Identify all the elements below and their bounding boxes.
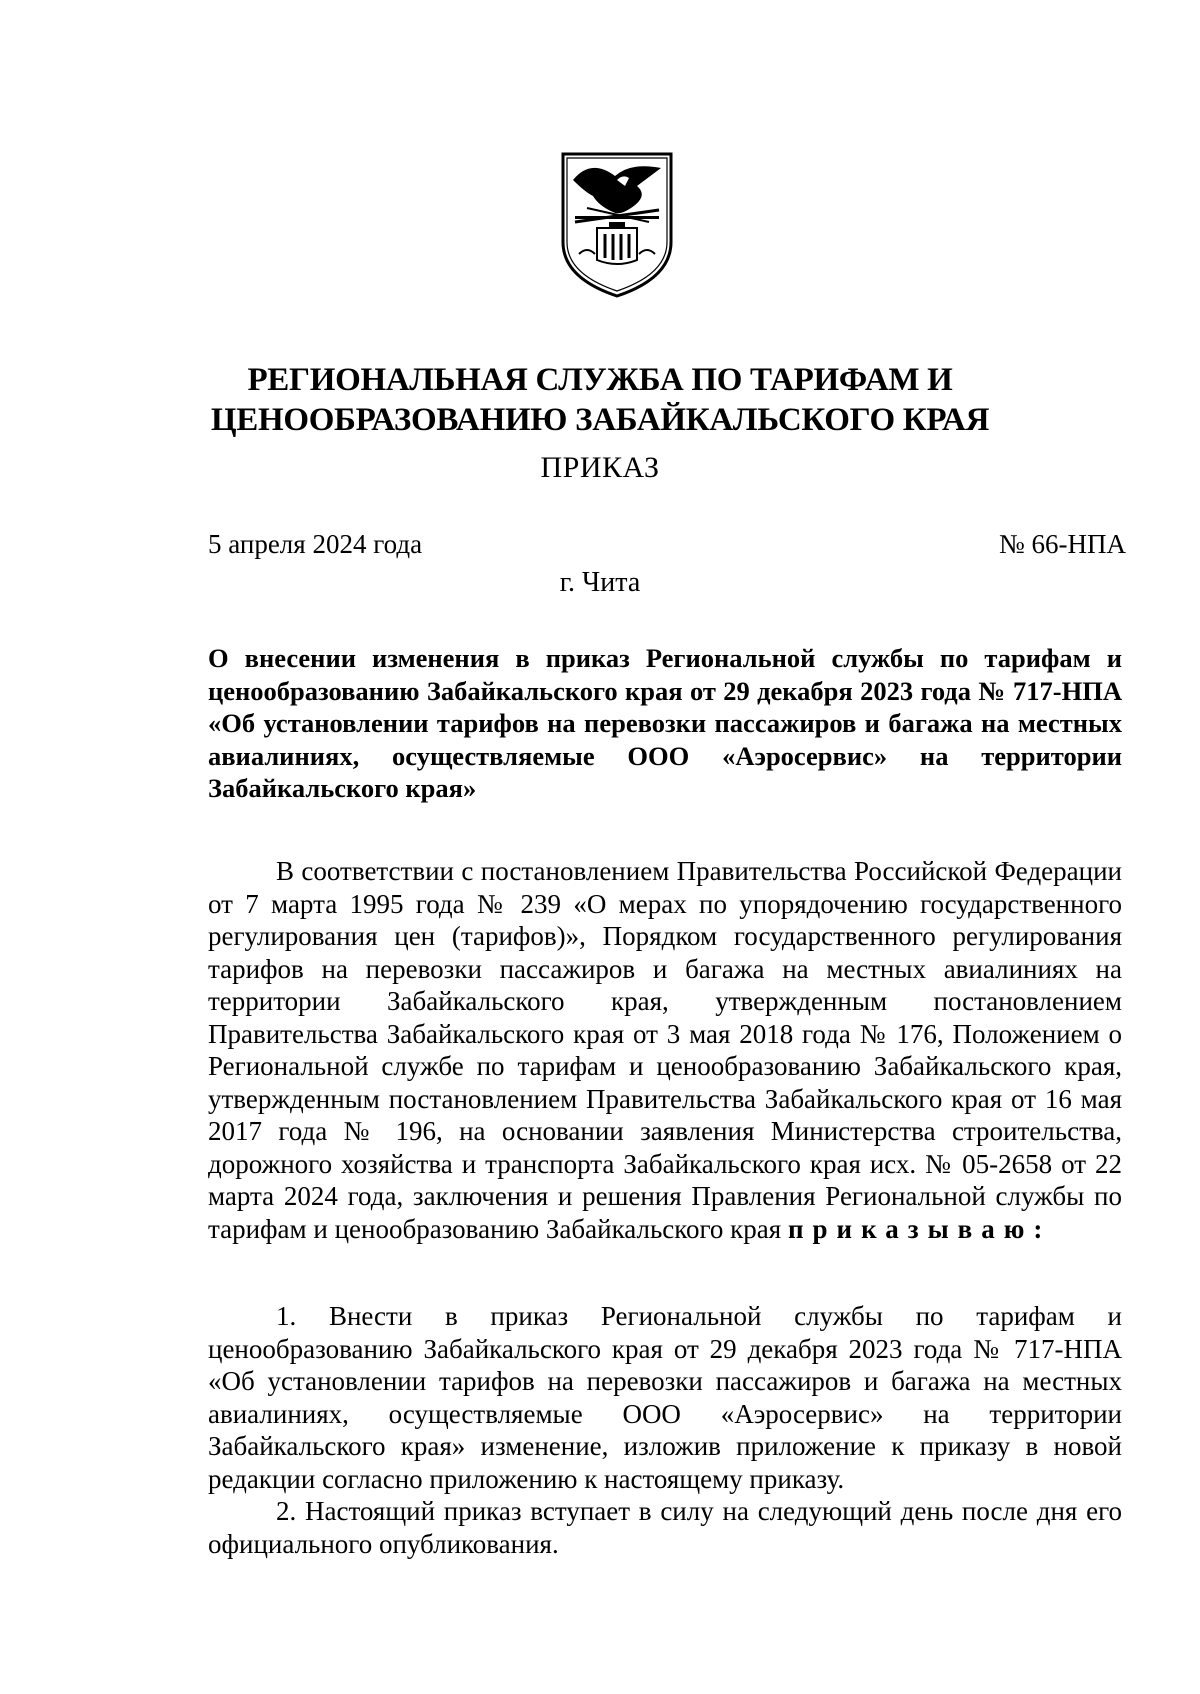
order-word: приказываю: — [787, 1213, 1052, 1244]
document-number: № 66-НПА — [999, 529, 1126, 559]
preamble-text: В соответствии с постановлением Правительства Российской Федерации от 7 марта 1995 года № 239 «О мерах по упорядочению государственного регулирования цен (тарифов)», Порядком государственного регулирования тарифов на перевозки пассажиров и багажа на местных авиалиниях на территории Забайкальского края, утвержденным постановлением Правительства Забайкальского края от 3 мая 2018 года № 176, Положением о Региональной службе по тарифам и ценообразованию Забайкальского края, утвержденным постановлением Правительства Забайкальского края от 16 мая 2017 года № 196, на основании заявления Министерства строительства, дорожного хозяйства и транспорта Забайкальского края исх. № 05-2658 от 22 марта 2024 года, заключения и решения Правления Региональной службы по тарифам и ценообразованию Забайкальского края — [208, 856, 1122, 1244]
document-type: ПРИКАЗ — [540, 451, 660, 484]
agency-name-line2: ЦЕНООБРАЗОВАНИЮ ЗАБАЙКАЛЬСКОГО КРАЯ — [210, 402, 990, 438]
preamble-paragraph — [208, 855, 1122, 1245]
order-item-2: 2. Настоящий приказ вступает в силу на следующий день после дня его официального опубликования. — [208, 1496, 1122, 1559]
agency-name — [200, 360, 1000, 440]
order-item-1: 1. Внести в приказ Региональной службы по тарифам и ценообразованию Забайкальского края от 29 декабря 2023 года № 717-НПА «Об установлении тарифов на перевозки пассажиров и багажа на местных авиалиниях, осуществляемые ООО «Аэросервис» на территории Забайкальского края» изменение, изложив приложение к приказу в новой редакции согласно приложению к настоящему приказу. — [208, 1301, 1122, 1494]
document-date: 5 апреля 2024 года — [208, 529, 423, 559]
document-title: О внесении изменения в приказ Региональной службы по тарифам и ценообразованию Забайкальского края от 29 декабря 2023 года № 717-НПА «Об установлении тарифов на перевозки пассажиров и багажа на местных авиалиниях, осуществляемые ООО «Аэросервис» на территории Забайкальского края» — [208, 643, 1122, 803]
coat-of-arms-icon — [557, 150, 677, 300]
document-city: г. Чита — [559, 567, 641, 598]
agency-name-line1: РЕГИОНАЛЬНАЯ СЛУЖБА ПО ТАРИФАМ И — [247, 362, 953, 398]
